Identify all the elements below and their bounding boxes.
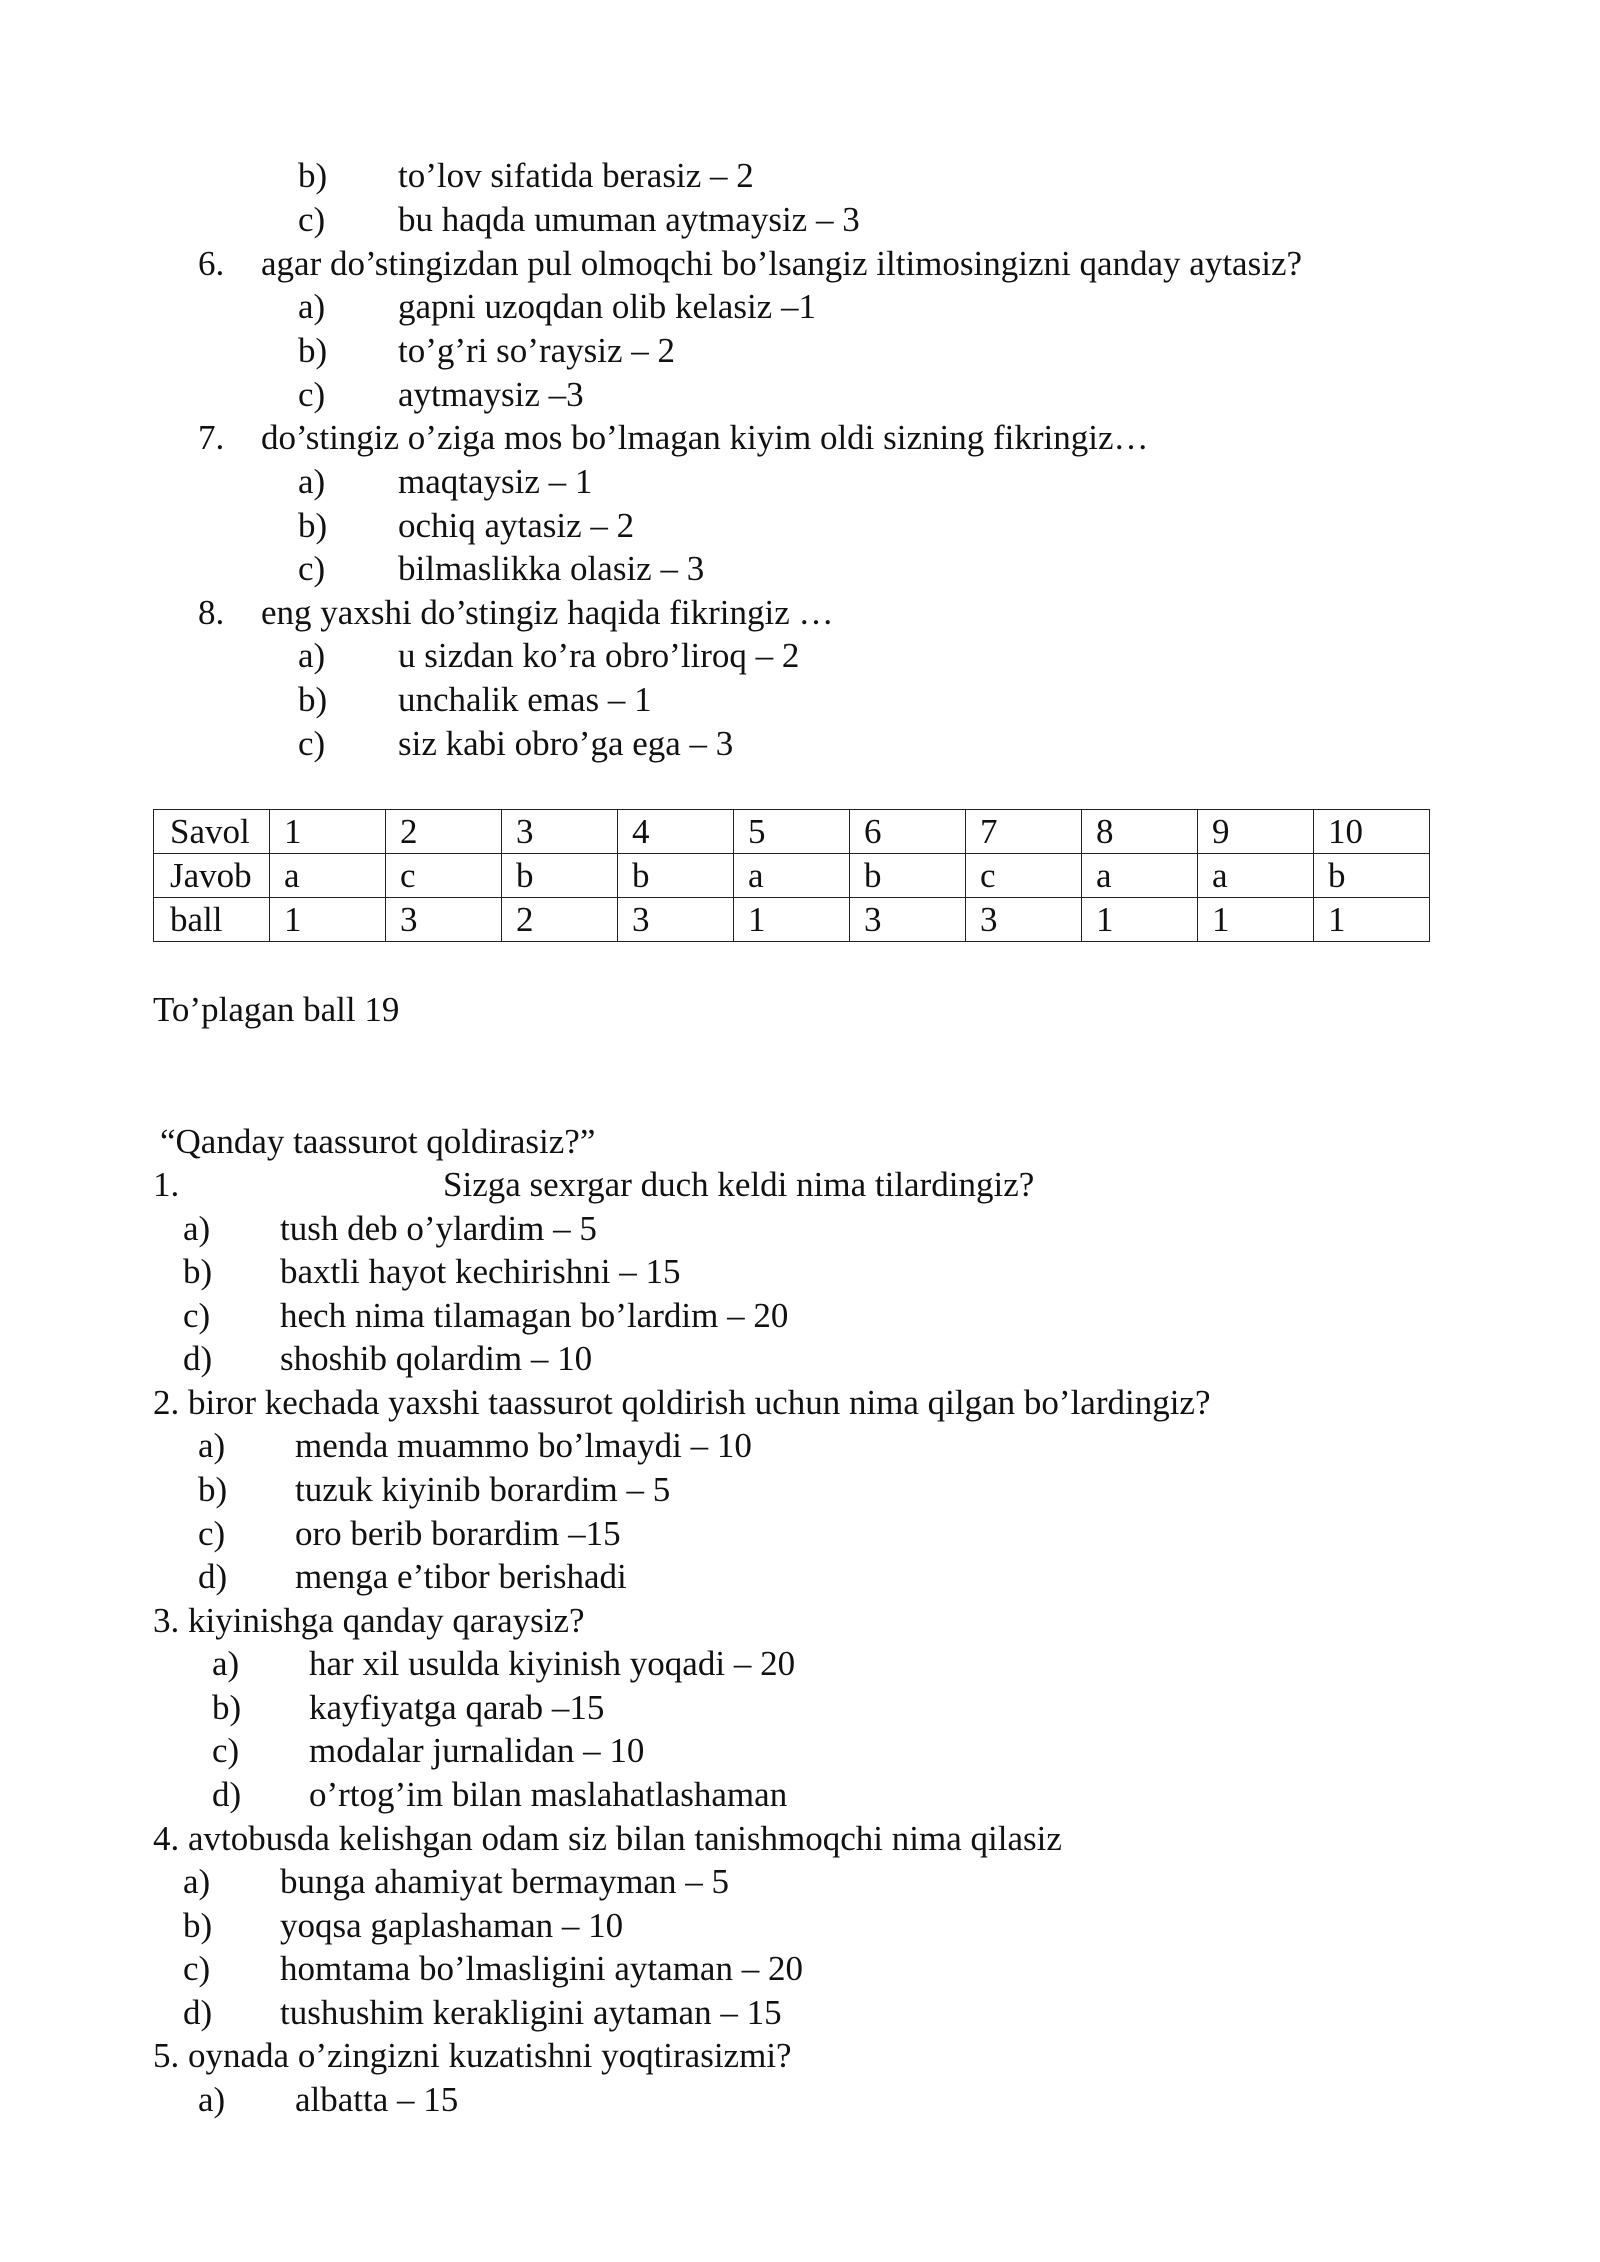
table-cell: 10: [1314, 810, 1430, 854]
question-number: 1.: [153, 1165, 180, 1204]
table-cell: 3: [850, 898, 966, 942]
option-text: tuzuk kiyinib borardim – 5: [295, 1470, 671, 1509]
option-marker: c): [298, 549, 326, 588]
option-marker: a): [298, 462, 326, 501]
question-text: 5. oynada o’zingizni kuzatishni yoqtirasizmi?: [153, 2036, 792, 2075]
question-text: eng yaxshi do’stingiz haqida fikringiz …: [261, 593, 834, 632]
option-marker: d): [183, 1993, 213, 2032]
table-cell: 1: [1082, 898, 1198, 942]
option-marker: a): [298, 287, 326, 326]
table-cell: 1: [270, 810, 386, 854]
question-text: 3. kiyinishga qanday qaraysiz?: [153, 1601, 585, 1640]
option-text: to’lov sifatida berasiz – 2: [398, 156, 754, 195]
option-text: bu haqda umuman aytmaysiz – 3: [398, 200, 860, 239]
option-text: shoshib qolardim – 10: [280, 1339, 593, 1378]
table-row: [154, 854, 1430, 898]
table-cell: 2: [386, 810, 502, 854]
question-text: 2. biror kechada yaxshi taassurot qoldirish uchun nima qilgan bo’lardingiz?: [153, 1383, 1211, 1422]
table-cell: c: [386, 854, 502, 898]
option-text: siz kabi obro’ga ega – 3: [398, 724, 734, 763]
option-text: har xil usulda kiyinish yoqadi – 20: [309, 1644, 796, 1683]
question-number: 7.: [198, 418, 225, 457]
table-cell: a: [734, 854, 850, 898]
question-number: 6.: [198, 244, 225, 283]
table-cell: 3: [618, 898, 734, 942]
total-score: To’plagan ball 19: [153, 990, 400, 1029]
table-cell: a: [1198, 854, 1314, 898]
table-cell: Javob: [154, 854, 270, 898]
option-marker: c): [183, 1949, 211, 1988]
option-text: tushushim kerakligini aytaman – 15: [280, 1993, 782, 2032]
option-marker: c): [198, 1514, 226, 1553]
table-cell: ball: [154, 898, 270, 942]
table-cell: 1: [734, 898, 850, 942]
option-text: unchalik emas – 1: [398, 680, 652, 719]
table-cell: c: [966, 854, 1082, 898]
table-row: [154, 810, 1430, 854]
option-text: oro berib borardim –15: [295, 1514, 621, 1553]
option-text: menga e’tibor berishadi: [295, 1557, 627, 1596]
option-text: tush deb o’ylardim – 5: [280, 1209, 597, 1248]
option-text: menda muammo bo’lmaydi – 10: [295, 1426, 752, 1465]
table-cell: 6: [850, 810, 966, 854]
table-cell: 9: [1198, 810, 1314, 854]
option-text: baxtli hayot kechirishni – 15: [280, 1252, 681, 1291]
option-text: homtama bo’lmasligini aytaman – 20: [280, 1949, 803, 1988]
table-cell: b: [618, 854, 734, 898]
table-cell: 1: [270, 898, 386, 942]
score-table: [153, 809, 1430, 942]
option-marker: b): [198, 1470, 228, 1509]
option-marker: b): [183, 1252, 213, 1291]
table-cell: 8: [1082, 810, 1198, 854]
option-marker: c): [298, 200, 326, 239]
table-cell: b: [850, 854, 966, 898]
question-number: 8.: [198, 593, 225, 632]
option-text: bilmaslikka olasiz – 3: [398, 549, 705, 588]
table-cell: 3: [966, 898, 1082, 942]
option-text: hech nima tilamagan bo’lardim – 20: [280, 1296, 789, 1335]
table-cell: Savol: [154, 810, 270, 854]
option-text: maqtaysiz – 1: [398, 462, 593, 501]
table-cell: 2: [502, 898, 618, 942]
question-text: Sizga sexrgar duch keldi nima tilardingiz?: [443, 1165, 1035, 1204]
table-cell: 5: [734, 810, 850, 854]
option-text: ochiq aytasiz – 2: [398, 506, 635, 545]
option-text: kayfiyatga qarab –15: [309, 1688, 605, 1727]
option-marker: a): [198, 2080, 226, 2119]
table-cell: a: [1082, 854, 1198, 898]
question-text: agar do’stingizdan pul olmoqchi bo’lsangiz iltimosingizni qanday aytasiz?: [261, 244, 1303, 283]
section-title: “Qanday taassurot qoldirasiz?”: [160, 1122, 596, 1161]
option-marker: b): [298, 156, 328, 195]
table-cell: 7: [966, 810, 1082, 854]
option-marker: d): [183, 1339, 213, 1378]
option-marker: c): [298, 724, 326, 763]
option-text: yoqsa gaplashaman – 10: [280, 1906, 624, 1945]
option-text: bunga ahamiyat bermayman – 5: [280, 1862, 730, 1901]
option-text: o’rtog’im bilan maslahatlashaman: [309, 1775, 788, 1814]
question-text: 4. avtobusda kelishgan odam siz bilan tanishmoqchi nima qilasiz: [153, 1819, 1062, 1858]
table-cell: b: [502, 854, 618, 898]
table-row: [154, 898, 1430, 942]
table-cell: a: [270, 854, 386, 898]
table-cell: 3: [386, 898, 502, 942]
question-text: do’stingiz o’ziga mos bo’lmagan kiyim oldi sizning fikringiz…: [261, 418, 1149, 457]
option-marker: d): [198, 1557, 228, 1596]
option-text: to’g’ri so’raysiz – 2: [398, 331, 676, 370]
option-marker: c): [183, 1296, 211, 1335]
option-text: aytmaysiz –3: [398, 375, 584, 414]
option-text: albatta – 15: [295, 2080, 459, 2119]
option-text: gapni uzoqdan olib kelasiz –1: [398, 287, 816, 326]
table-cell: 1: [1198, 898, 1314, 942]
option-marker: b): [298, 506, 328, 545]
option-marker: b): [298, 680, 328, 719]
table-cell: 4: [618, 810, 734, 854]
option-marker: b): [183, 1906, 213, 1945]
option-marker: d): [212, 1775, 242, 1814]
option-marker: a): [183, 1862, 211, 1901]
option-marker: c): [298, 375, 326, 414]
table-cell: b: [1314, 854, 1430, 898]
option-marker: b): [212, 1688, 242, 1727]
option-text: modalar jurnalidan – 10: [309, 1731, 645, 1770]
option-marker: a): [298, 636, 326, 675]
option-marker: c): [212, 1731, 240, 1770]
option-marker: a): [183, 1209, 211, 1248]
table-cell: 1: [1314, 898, 1430, 942]
option-marker: b): [298, 331, 328, 370]
option-marker: a): [212, 1644, 240, 1683]
option-marker: a): [198, 1426, 226, 1465]
option-text: u sizdan ko’ra obro’liroq – 2: [398, 636, 800, 675]
table-cell: 3: [502, 810, 618, 854]
